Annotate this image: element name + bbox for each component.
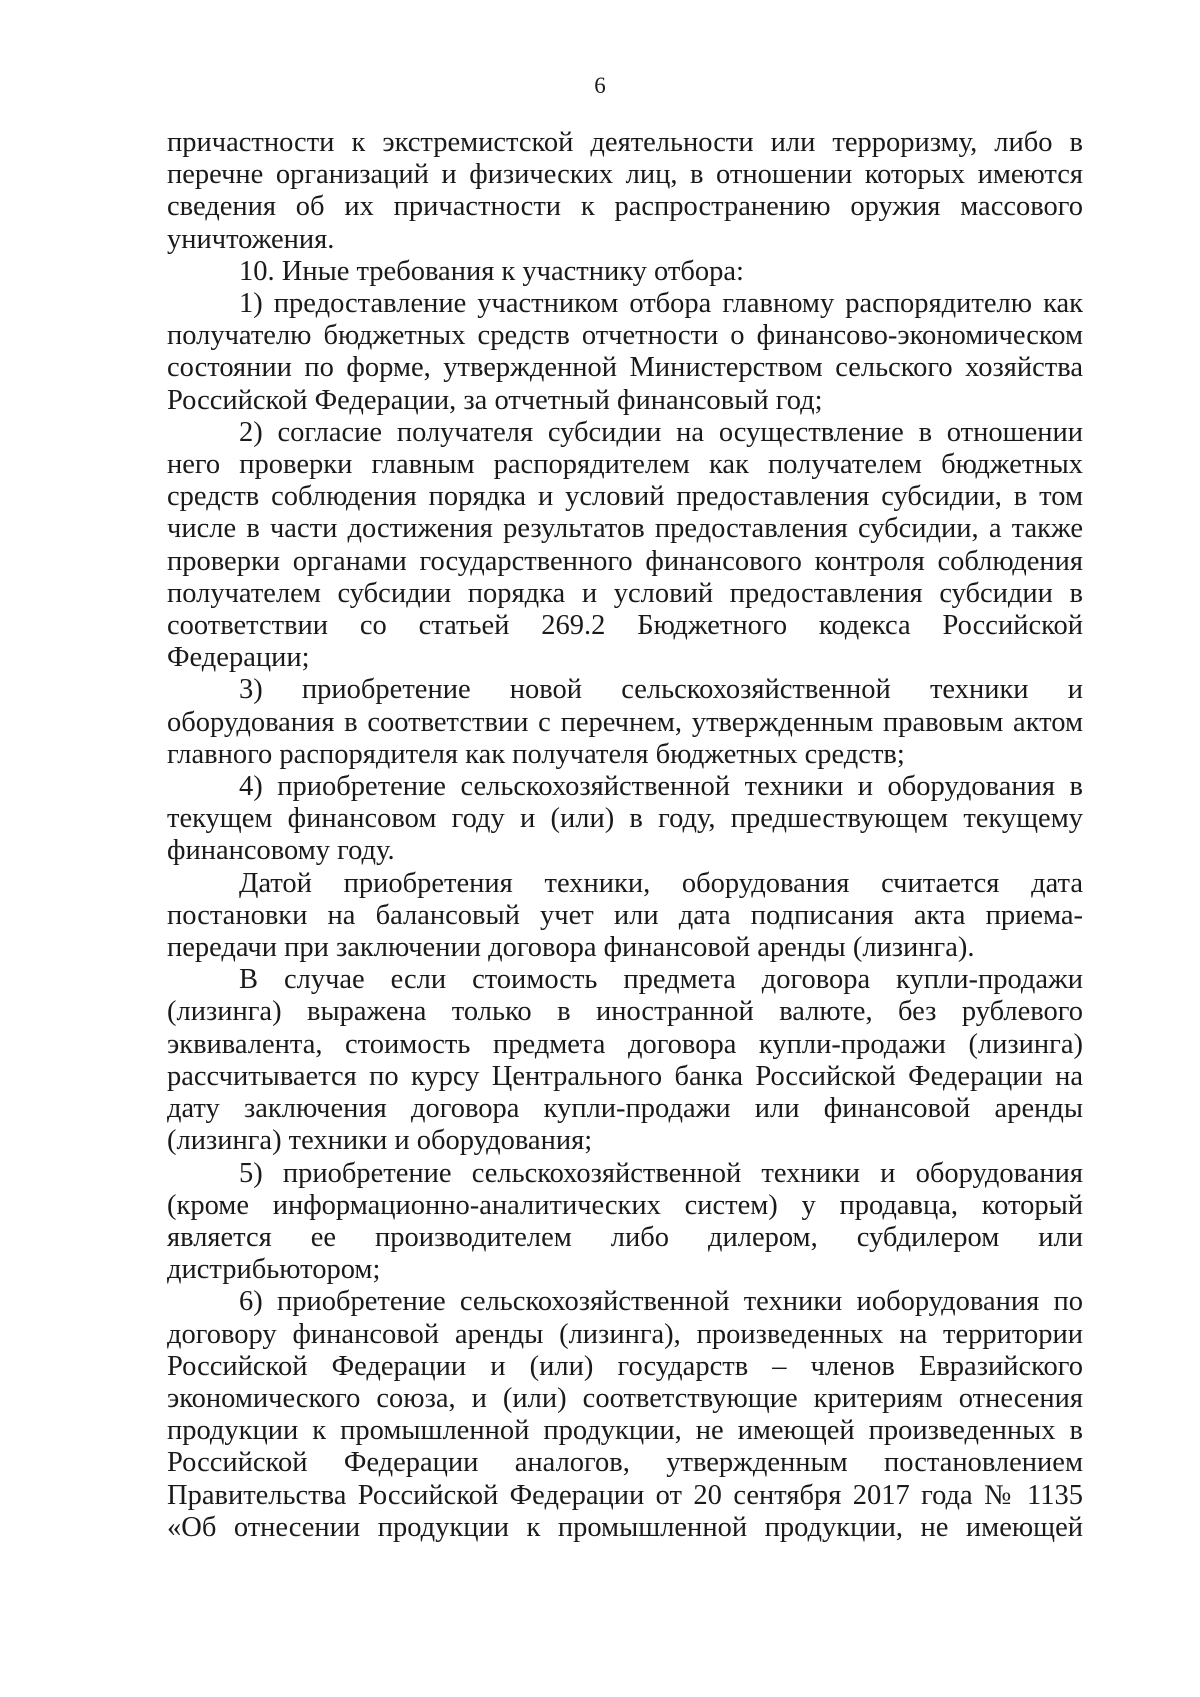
paragraph-continuation: причастности к экстремистской деятельности или терроризму, либо в перечне организаций и физических лиц, в отношении которых имеются сведения об их причастности к распространению оружия массового уничтожения.	[167, 127, 1083, 255]
paragraph-item-5: 5) приобретение сельскохозяйственной техники и оборудования (кроме информационно-аналитических систем) у продавца, который является ее производителем либо дилером, субдилером или дистрибьютором;	[167, 1157, 1083, 1286]
paragraph-item-4: 4) приобретение сельскохозяйственной техники и оборудования в текущем финансовом году и (или) в году, предшествующем текущему финансовому году.	[167, 771, 1083, 867]
paragraph-acquisition-date: Датой приобретения техники, оборудования считается дата постановки на балансовый учет или дата подписания акта приема-передачи при заключении договора финансовой аренды (лизинга).	[167, 867, 1083, 964]
paragraph-foreign-currency: В случае если стоимость предмета договора купли-продажи (лизинга) выражена только в иностранной валюте, без рублевого эквивалента, стоимость предмета договора купли-продажи (лизинга) рассчитывается по курсу Центрального банка Российской Федерации на дату заключения договора купли-продажи или финансовой аренды (лизинга) техники и оборудования;	[167, 964, 1083, 1157]
paragraph-item-2: 2) согласие получателя субсидии на осуществление в отношении него проверки главным распорядителем как получателем бюджетных средств соблюдения порядка и условий предоставления субсидии, в том числе в части достижения результатов предоставления субсидии, а также проверки органами государственного финансового контроля соблюдения получателем субсидии порядка и условий предоставления субсидии в соответствии со статьей 269.2 Бюджетного кодекса Российской Федерации;	[167, 416, 1083, 674]
paragraph-item-6: 6) приобретение сельскохозяйственной техники иоборудования по договору финансовой аренды (лизинга), произведенных на территории Российской Федерации и (или) государств – членов Евразийского экономического союза, и (или) соответствующие критериям отнесения продукции к промышленной продукции, не имеющей произведенных в Российской Федерации аналогов, утвержденным постановлением Правительства Российской Федерации от 20 сентября 2017 года № 1135 «Об отнесении продукции к промышленной продукции, не имеющей	[167, 1286, 1083, 1543]
paragraph-item-3: 3) приобретение новой сельскохозяйственной техники и оборудования в соответствии с перечнем, утвержденным правовым актом главного распорядителя как получателя бюджетных средств;	[167, 674, 1083, 770]
paragraph-item-1: 1) предоставление участником отбора главному распорядителю как получателю бюджетных средств отчетности о финансово-экономическом состоянии по форме, утвержденной Министерством сельского хозяйства Российской Федерации, за отчетный финансовый год;	[167, 288, 1083, 416]
page-number: 6	[594, 73, 606, 98]
paragraph-section-10-heading: 10. Иные требования к участнику отбора:	[239, 255, 744, 287]
document-body	[167, 127, 1083, 1544]
